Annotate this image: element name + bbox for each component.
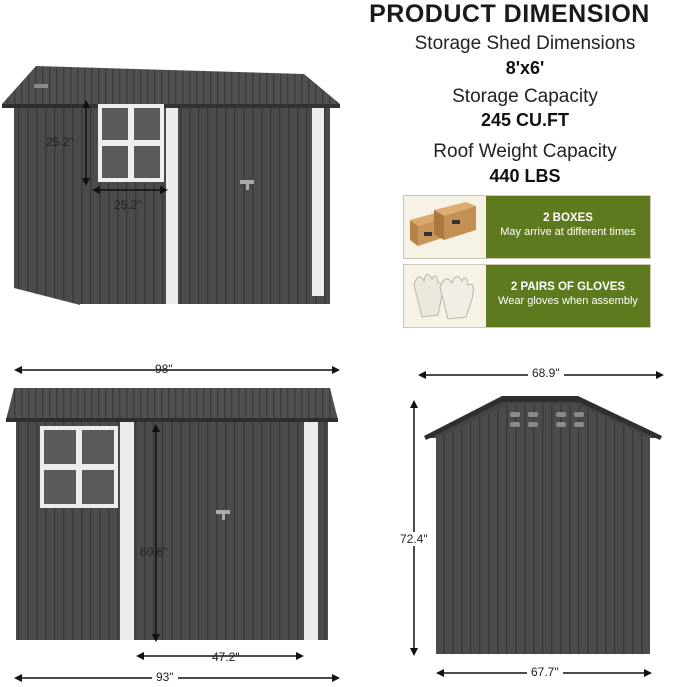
side-height-label: 72.4" — [400, 532, 428, 546]
spec-value-dimensions: 8'x6' — [505, 58, 545, 78]
gloves-heading: 2 PAIRS OF GLOVES — [510, 281, 626, 293]
page-title: PRODUCT DIMENSION — [369, 0, 650, 28]
boxes-sub: May arrive at different times — [500, 226, 636, 238]
gloves-icon — [404, 265, 486, 327]
window-width-label: 25.2" — [114, 198, 142, 212]
base-width-label: 93" — [152, 670, 178, 684]
boxes-icon — [404, 196, 486, 258]
door-width-label: 47.2" — [212, 650, 240, 664]
window-height-label: 25.2" — [46, 135, 74, 149]
spec-value-capacity: 245 CU.FT — [480, 110, 570, 130]
shed-front-illustration — [0, 360, 345, 660]
spec-label-dimensions: Storage Shed Dimensions — [414, 33, 636, 54]
spec-label-capacity: Storage Capacity — [452, 86, 598, 107]
gloves-info — [486, 265, 650, 327]
boxes-heading: 2 BOXES — [543, 212, 593, 224]
shed-perspective-illustration — [0, 60, 345, 310]
boxes-info — [486, 196, 650, 258]
spec-label-roof: Roof Weight Capacity — [433, 141, 617, 162]
door-height-label: 60.6" — [140, 545, 168, 559]
gloves-sub: Wear gloves when assembly — [498, 295, 638, 307]
side-width-bottom-label: 67.7" — [527, 665, 563, 679]
side-width-top-label: 68.9" — [528, 366, 564, 380]
gloves-card — [403, 264, 651, 328]
front-width-label: 98" — [155, 362, 173, 376]
spec-value-roof: 440 LBS — [489, 166, 561, 186]
shed-side-illustration — [380, 360, 679, 687]
boxes-card — [403, 195, 651, 259]
